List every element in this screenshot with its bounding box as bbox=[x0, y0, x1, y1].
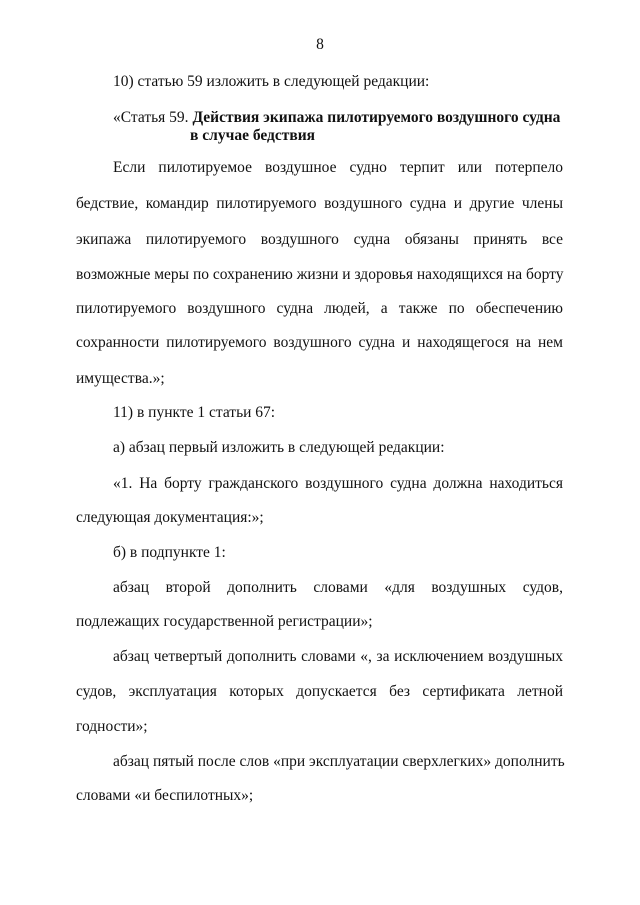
article-body-line-6: сохранности пилотируемого воздушного судна и находящегося на нем bbox=[76, 334, 563, 351]
article-body-line-5: пилотируемого воздушного судна людей, а также по обеспечению bbox=[76, 300, 563, 317]
article-body-line-7: имущества.»; bbox=[76, 370, 165, 387]
abzac-4-line-2: судов, эксплуатация которых допускается без сертификата летной bbox=[76, 683, 563, 700]
article-prefix: «Статья 59. bbox=[113, 109, 193, 126]
article-body-line-2: бедствие, командир пилотируемого воздушного судна и другие члены bbox=[76, 195, 563, 212]
article-body-line-3: экипажа пилотируемого воздушного судна обязаны принять все bbox=[76, 231, 563, 248]
article-title-line2: в случае бедствия bbox=[190, 127, 316, 144]
abzac-2-line-2: подлежащих государственной регистрации»; bbox=[76, 613, 373, 630]
abzac-4-line-3: годности»; bbox=[76, 718, 148, 735]
article-body-line-1: Если пилотируемое воздушное судно терпит или потерпело bbox=[113, 159, 563, 176]
quote1-line-1: «1. На борту гражданского воздушного судна должна находиться bbox=[113, 475, 563, 492]
article-59-heading bbox=[113, 108, 560, 128]
abzac-4-line-1: абзац четвертый дополнить словами «, за исключением воздушных bbox=[113, 648, 563, 665]
sub-b-text: б) в подпункте 1: bbox=[113, 544, 226, 561]
quote1-line-2: следующая документация:»; bbox=[76, 509, 264, 526]
page-number: 8 bbox=[316, 36, 324, 53]
article-body-line-4: возможные меры по сохранению жизни и здоровья находящихся на борту bbox=[76, 266, 564, 283]
sub-a-text: а) абзац первый изложить в следующей редакции: bbox=[113, 439, 445, 456]
abzac-5-line-2: словами «и беспилотных»; bbox=[76, 787, 254, 804]
item-10-text: 10) статью 59 изложить в следующей редакции: bbox=[113, 73, 430, 90]
article-title-line1: Действия экипажа пилотируемого воздушного судна bbox=[192, 109, 561, 126]
abzac-5-line-1: абзац пятый после слов «при эксплуатации сверхлегких» дополнить bbox=[113, 753, 565, 770]
item-11-text: 11) в пункте 1 статьи 67: bbox=[113, 404, 276, 421]
abzac-2-line-1: абзац второй дополнить словами «для воздушных судов, bbox=[113, 579, 563, 596]
